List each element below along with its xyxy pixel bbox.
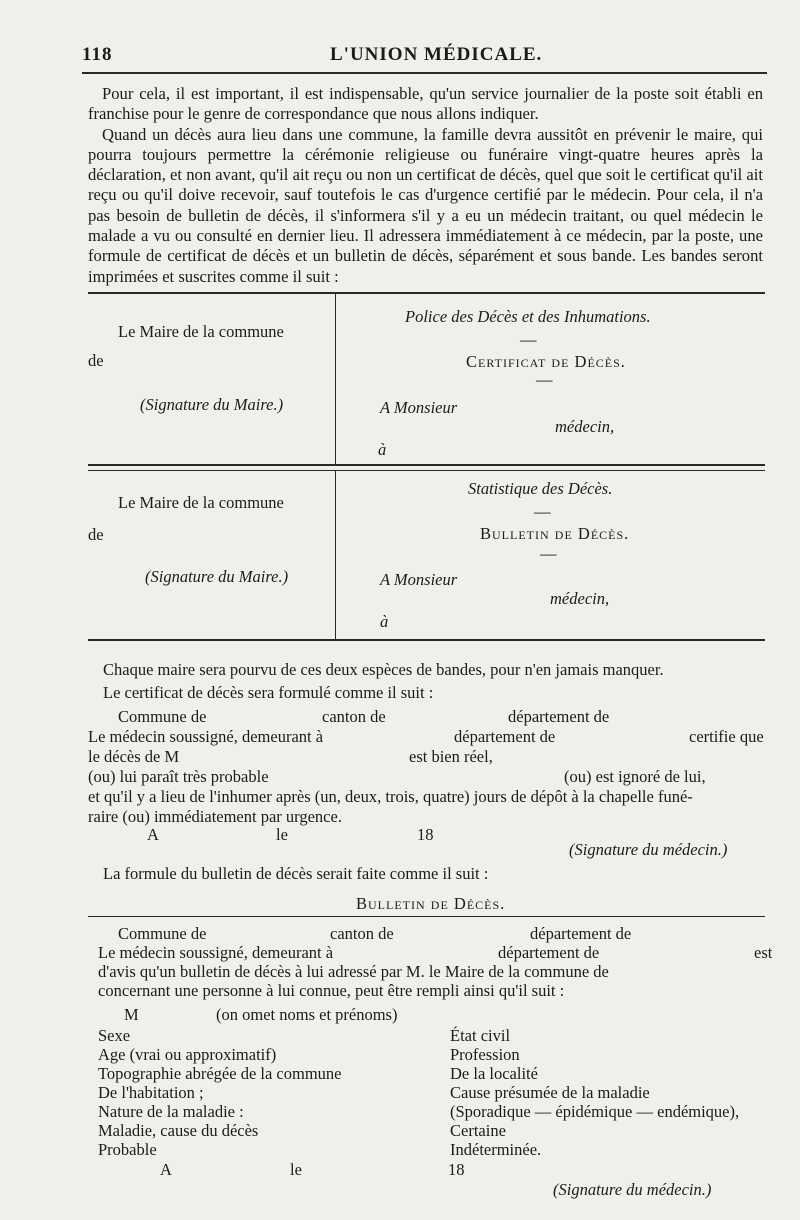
bul-field-right: (Sporadique — épidémique — endémique), bbox=[450, 1102, 740, 1121]
cert-departement: département de bbox=[508, 707, 610, 726]
bandes-note: Chaque maire sera pourvu de ces deux espèces de bandes, pour n'en jamais manquer. bbox=[103, 660, 664, 679]
band1-divider bbox=[335, 294, 336, 464]
band1-dash1: — bbox=[520, 330, 537, 349]
band2-bottom-rule bbox=[88, 639, 765, 641]
cert-deces-de: le décès de M bbox=[88, 747, 180, 766]
cert-year: 18 bbox=[417, 825, 434, 844]
band2-de: de bbox=[88, 525, 104, 544]
bul-field-left: Maladie, cause du décès bbox=[98, 1121, 259, 1140]
band1-top-rule bbox=[88, 292, 765, 294]
band1-a: à bbox=[378, 440, 387, 459]
band1-title: Police des Décès et des Inhumations. bbox=[405, 307, 651, 326]
band2-divider bbox=[335, 471, 336, 639]
band1-doc-type: Certificat de Décès. bbox=[466, 352, 626, 371]
bul-le: le bbox=[290, 1160, 302, 1179]
band2-dash2: — bbox=[540, 544, 557, 563]
bul-field-right: Certaine bbox=[450, 1121, 506, 1140]
cert-ignore: (ou) est ignoré de lui, bbox=[564, 767, 706, 786]
bul-signature: (Signature du médecin.) bbox=[553, 1180, 712, 1199]
band2-a-monsieur: A Monsieur bbox=[380, 570, 458, 589]
cert-bien-reel: est bien réel, bbox=[409, 747, 493, 766]
bul-field-right: Indéterminée. bbox=[450, 1140, 542, 1159]
bul-field-right: Profession bbox=[450, 1045, 520, 1064]
bul-field-left: Sexe bbox=[98, 1026, 131, 1045]
bul-concernant: concernant une personne à lui connue, peut être rempli ainsi qu'il suit : bbox=[98, 981, 565, 1000]
bul-medecin-soussigne: Le médecin soussigné, demeurant à bbox=[98, 943, 334, 962]
bul-field-right: De la localité bbox=[450, 1064, 538, 1083]
band1-de: de bbox=[88, 351, 104, 370]
bulletin-rule bbox=[88, 916, 765, 917]
cert-canton: canton de bbox=[322, 707, 386, 726]
bul-field-left: Age (vrai ou approximatif) bbox=[98, 1045, 277, 1064]
page-number: 118 bbox=[82, 44, 113, 65]
bul-field-left: Nature de la maladie : bbox=[98, 1102, 244, 1121]
band2-medecin: médecin, bbox=[550, 589, 610, 608]
band2-dash1: — bbox=[534, 502, 551, 521]
band-separator-rule bbox=[88, 470, 765, 471]
bul-canton: canton de bbox=[330, 924, 394, 943]
band1-signature: (Signature du Maire.) bbox=[140, 395, 284, 414]
cert-medecin-soussigne: Le médecin soussigné, demeurant à bbox=[88, 727, 324, 746]
cert-departement2: département de bbox=[454, 727, 556, 746]
bul-avis: d'avis qu'un bulletin de décès à lui adressé par M. le Maire de la commune de bbox=[98, 962, 609, 981]
bul-departement2: département de bbox=[498, 943, 600, 962]
bul-field-left: Topographie abrégée de la commune bbox=[98, 1064, 342, 1083]
band2-a: à bbox=[380, 612, 389, 631]
band1-dash2: — bbox=[536, 370, 553, 389]
cert-le: le bbox=[276, 825, 288, 844]
band1-maire: Le Maire de la commune bbox=[118, 322, 284, 341]
bulletin-intro: La formule du bulletin de décès serait faite comme il suit : bbox=[103, 864, 489, 883]
bul-est: est bbox=[754, 943, 773, 962]
band2-doc-type: Bulletin de Décès. bbox=[480, 524, 630, 543]
cert-inhumer-1: et qu'il y a lieu de l'inhumer après (un, deux, trois, quatre) jours de dépôt à la chapelle funé- bbox=[88, 787, 693, 806]
band2-title: Statistique des Décès. bbox=[468, 479, 613, 498]
bul-m: M bbox=[124, 1005, 139, 1024]
bul-field-right: Cause présumée de la maladie bbox=[450, 1083, 650, 1102]
bul-year: 18 bbox=[448, 1160, 465, 1179]
bul-a: A bbox=[160, 1160, 172, 1179]
band1-medecin: médecin, bbox=[555, 417, 615, 436]
bul-departement: département de bbox=[530, 924, 632, 943]
journal-title: L'UNION MÉDICALE. bbox=[330, 44, 543, 65]
header-rule bbox=[82, 72, 767, 74]
bul-field-left: De l'habitation ; bbox=[98, 1083, 204, 1102]
intro-paragraph-2: Quand un décès aura lieu dans une commune, la famille devra aussitôt en prévenir le maire, qui pourra toujours permettre la cérémonie religieuse ou funéraire vingt-quatre heures après la déclaration, et non avant, qu'il ait reçu ou non un certificat de décès, quel que soit le certificat qu'il ait reçu ou qu'il doive recevoir, sauf toutefois le cas d'urgence certifié par le médecin. Pour cela, il n'a pas besoin de bulletin de décès, il s'informera s'il y a eu un médecin traitant, ou quel médecin le malade a vu ou consulté en dernier lieu. Il adressera immédiatement à ce médecin, par la poste, une formule de certificat de décès et un bulletin de décès, séparément et sous bande. Les bandes seront imprimées et suscrites comme il suit : bbox=[88, 124, 763, 286]
cert-commune: Commune de bbox=[118, 707, 207, 726]
band1-a-monsieur: A Monsieur bbox=[380, 398, 458, 417]
intro-paragraph-1: Pour cela, il est important, il est indispensable, qu'un service journalier de la poste soit établi en franchise pour le genre de correspondance que nous allons indiquer. bbox=[88, 84, 763, 124]
bul-omet: (on omet noms et prénoms) bbox=[216, 1005, 398, 1024]
certificat-intro: Le certificat de décès sera formulé comme il suit : bbox=[103, 683, 434, 702]
bul-field-right: État civil bbox=[450, 1026, 511, 1045]
bul-commune: Commune de bbox=[118, 924, 207, 943]
intro-text bbox=[88, 84, 763, 287]
band1-bottom-rule bbox=[88, 464, 765, 466]
band2-signature: (Signature du Maire.) bbox=[145, 567, 289, 586]
cert-a: A bbox=[147, 825, 159, 844]
bulletin-title: Bulletin de Décès. bbox=[356, 894, 506, 913]
band2-maire: Le Maire de la commune bbox=[118, 493, 284, 512]
cert-certifie: certifie que bbox=[689, 727, 764, 746]
cert-parait: (ou) lui paraît très probable bbox=[88, 767, 269, 786]
cert-inhumer-2: raire (ou) immédiatement par urgence. bbox=[88, 807, 342, 826]
cert-signature: (Signature du médecin.) bbox=[569, 840, 728, 859]
bul-field-left: Probable bbox=[98, 1140, 157, 1159]
